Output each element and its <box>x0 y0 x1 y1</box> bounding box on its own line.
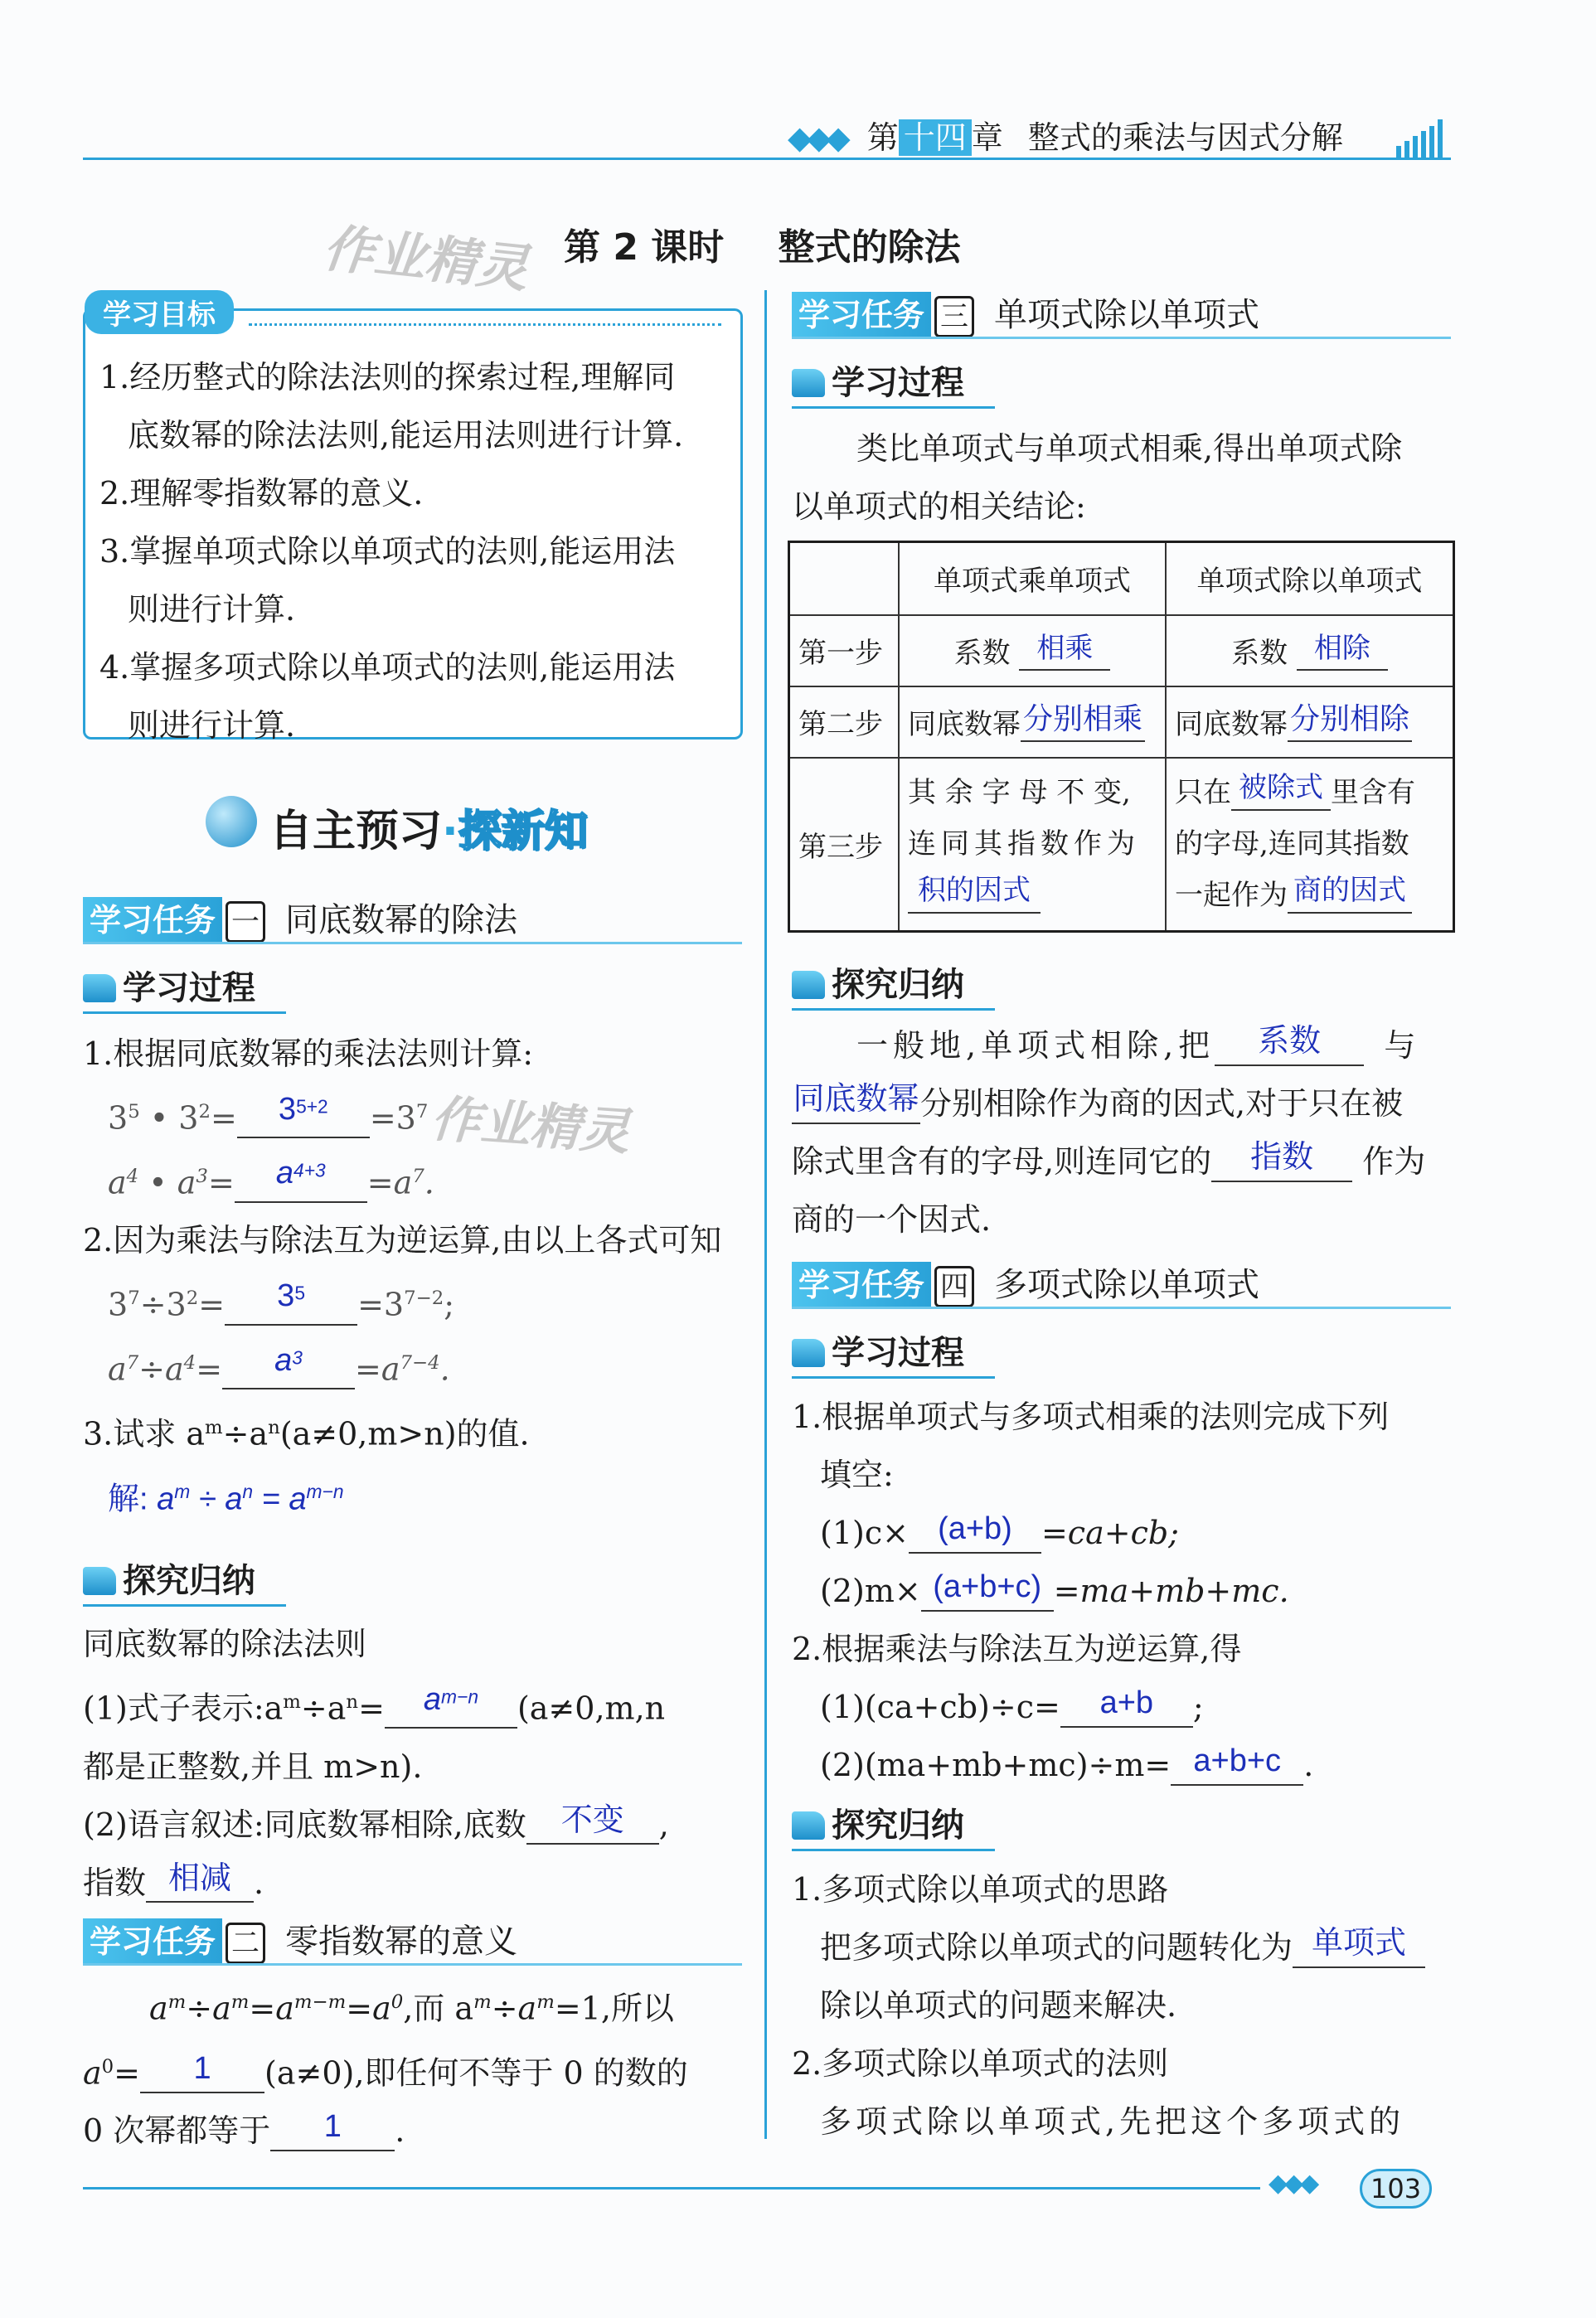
chapter-prefix: 第 <box>866 119 899 156</box>
task4-body <box>792 1388 1389 1794</box>
task1-process-heading: 学习过程 <box>83 962 255 1009</box>
task4-sum-1-cont: 把多项式除以单项式的问题转化为 单项式 <box>792 1918 1425 1976</box>
goal-4-line-2: 则进行计算. <box>128 707 296 744</box>
task3-summary-rule <box>792 1008 995 1011</box>
task2-num: 二 <box>226 1923 265 1964</box>
task1-rule <box>83 942 742 944</box>
task1-q1a: $3^5$ • $3^2= 3^{5+2} =3^7$ <box>83 1083 721 1147</box>
task3-title: 单项式除以单项式 <box>994 296 1260 334</box>
learning-goals-tag: 学习目标 <box>85 290 234 334</box>
book-stack-icon <box>83 1567 116 1595</box>
task1-summary-heading: 探究归纳 <box>83 1554 255 1602</box>
task1-heading <box>83 894 517 943</box>
answer-blank: 相减 <box>146 1867 254 1903</box>
task4-q2: 2.根据乘法与除法互为逆运算,得 <box>792 1631 1242 1667</box>
watermark-logo: 作业精灵 <box>320 217 531 299</box>
lesson-topic: 整式的除法 <box>778 226 961 269</box>
answer-blank: $a^{m-n}$ <box>385 1691 517 1729</box>
answer-blank: (a+b+c) <box>921 1575 1054 1612</box>
task3-num: 三 <box>934 296 974 337</box>
answer-blank: 系数 <box>1215 1030 1364 1066</box>
preview-right: 探新知 <box>458 807 588 856</box>
task1-q2: 2.因为乘法与除法互为逆运算,由以上各式可知 <box>83 1222 722 1259</box>
table-header-multiply: 单项式乘单项式 <box>899 542 1166 615</box>
task1-q1b: $a^4$ • $a^3= a^{4+3} =a^7$. <box>83 1147 721 1212</box>
goals-dotted-rule <box>249 323 721 326</box>
globe-icon <box>206 796 257 847</box>
table-row-label: 第一步 <box>789 615 900 686</box>
task4-heading <box>792 1258 1259 1308</box>
answer-blank: 不变 <box>526 1809 659 1845</box>
task1-process-rule <box>83 1011 286 1014</box>
answer-blank: $a^3$ <box>222 1352 355 1389</box>
task4-sum-1-end: 除以单项式的问题来解决. <box>820 1987 1177 2024</box>
task1-title: 同底数幂的除法 <box>285 901 518 939</box>
task4-q1b: (2)m× (a+b+c) =ma+mb+mc. <box>792 1562 1389 1620</box>
goal-4-line-1: 4.掌握多项式除以单项式的法则,能运用法 <box>99 649 676 686</box>
chapter-header <box>788 112 1343 158</box>
table-cell: 只在 被除式 里含有 的字母,连同其指数 一起作为 商的因式 <box>1166 758 1454 932</box>
task3-tag: 学习任务 <box>792 292 931 338</box>
rule-title: 同底数幂的除法法则 <box>83 1626 367 1662</box>
task1-q3: 3.试求 $a^m\div a^n(a\ne 0,m>n)$的值. <box>83 1415 530 1452</box>
preview-dot: · <box>442 807 458 856</box>
task4-process-heading: 学习过程 <box>792 1326 964 1374</box>
lesson-number: 第 2 课时 <box>564 226 725 269</box>
table-cell: 同底数幂分别相除 <box>1166 686 1454 758</box>
task4-title: 多项式除以单项式 <box>994 1266 1260 1304</box>
lesson-title <box>564 217 961 270</box>
task4-q2a: (1)(ca+cb)÷c= a+b ; <box>792 1678 1389 1736</box>
preview-banner <box>269 796 588 858</box>
page-number: 103 <box>1360 2169 1432 2209</box>
goal-1-line-1: 1.经历整式的除法法则的探索过程,理解同 <box>99 359 676 395</box>
footer-arrows-icon: ◆◆◆ <box>1269 2169 1317 2198</box>
goal-list <box>99 348 683 754</box>
task2-body <box>83 1973 688 2160</box>
answer-blank: 指数 <box>1211 1146 1352 1182</box>
table-row-label: 第三步 <box>789 758 900 932</box>
task4-q1-cont: 填空: <box>820 1457 894 1493</box>
chapter-title: 整式的乘法与因式分解 <box>1027 119 1343 156</box>
rule-2-cont: 指数 相减 . <box>83 1854 669 1912</box>
table-cell: 同底数幂分别相乘 <box>899 686 1166 758</box>
book-stack-icon <box>83 974 116 1002</box>
goal-3-line-2: 则进行计算. <box>128 591 296 628</box>
answer-blank: 1 <box>140 2057 264 2093</box>
chapter-number: 十四 <box>899 119 972 156</box>
book-stack-icon <box>792 369 825 397</box>
task1-q2a: $3^7\div 3^2= 3^5 =3^{7-2}$; <box>83 1269 721 1334</box>
task4-sum-2: 2.多项式除以单项式的法则 <box>792 2045 1169 2082</box>
task1-solution: 解: $a^m \div a^n = a^{m-n}$ <box>108 1481 344 1517</box>
answer-blank: $a^{4+3}$ <box>235 1166 367 1203</box>
task2-title: 零指数幂的意义 <box>285 1923 518 1961</box>
task3-sum-4: 商的一个因式. <box>792 1201 992 1238</box>
task4-num: 四 <box>934 1266 974 1307</box>
task3-summary-body <box>792 1016 1425 1249</box>
task4-process-rule <box>792 1376 995 1379</box>
task3-sum-2: 同底数幂分别相除作为商的因式,对于只在被 <box>792 1074 1425 1132</box>
task3-sum-3: 除式里含有的字母,则连同它的 指数 作为 <box>792 1132 1425 1191</box>
column-divider <box>764 290 767 2139</box>
task2-line-3: 0 次幂都等于 1 . <box>83 2102 688 2160</box>
arrow-decoration-icon: ◆◆◆ <box>788 119 846 156</box>
chapter-suffix: 章 <box>971 119 1003 156</box>
task3-heading <box>792 289 1259 338</box>
task2-line-1: $a^m\div a^m=a^{m-m}=a^0$,而 $a^m\div a^m=1$,所以 <box>149 1990 674 2027</box>
table-corner <box>789 542 900 615</box>
task3-intro <box>792 419 1402 536</box>
task1-q2b: $a^7\div a^4= a^3 =a^{7-4}$. <box>83 1334 721 1399</box>
table-cell: 其 余 字 母 不 变, 连同其指数作为 积的因式 <box>899 758 1166 932</box>
comparison-table <box>788 541 1455 933</box>
answer-blank: $3^5$ <box>225 1288 357 1325</box>
task2-rule <box>83 1963 742 1966</box>
answer-blank: 1 <box>270 2115 395 2151</box>
task4-sum-2-cont: 多项式除以单项式,先把这个多项式的 <box>820 2103 1405 2140</box>
task4-summary-heading: 探究归纳 <box>792 1799 964 1846</box>
book-stack-icon <box>792 1339 825 1367</box>
task4-summary-rule <box>792 1849 995 1851</box>
signal-bars-icon <box>1393 116 1451 159</box>
task2-tag: 学习任务 <box>83 1918 222 1965</box>
goal-2: 2.理解零指数幂的意义. <box>99 475 424 512</box>
task3-intro-1: 类比单项式与单项式相乘,得出单项式除 <box>856 430 1403 467</box>
answer-blank: $3^{5+2}$ <box>237 1101 370 1138</box>
rule-1-cont: 都是正整数,并且 m>n). <box>83 1748 423 1785</box>
task3-process-heading: 学习过程 <box>792 356 964 404</box>
task4-tag: 学习任务 <box>792 1262 931 1308</box>
task2-line-2: $a^0= 1$ (a≠0),即任何不等于 0 的数的 <box>83 2038 688 2102</box>
task1-tag: 学习任务 <box>83 897 222 943</box>
task1-summary-rule <box>83 1604 286 1607</box>
watermark-logo-2: 作业精灵 <box>429 1089 632 1162</box>
task2-heading <box>83 1915 517 1965</box>
task3-process-rule <box>792 406 995 409</box>
table-cell: 系数 相除 <box>1166 615 1454 686</box>
task4-q1: 1.根据单项式与多项式相乘的法则完成下列 <box>792 1399 1390 1435</box>
book-stack-icon <box>792 1811 825 1840</box>
answer-blank: a+b <box>1060 1691 1193 1728</box>
task3-summary-heading: 探究归纳 <box>792 958 964 1006</box>
task4-sum-1: 1.多项式除以单项式的思路 <box>792 1871 1169 1908</box>
answer-blank: 同底数幂 <box>792 1088 920 1124</box>
table-cell: 系数 相乘 <box>899 615 1166 686</box>
header-rule <box>83 158 1451 160</box>
task4-summary-body <box>792 1860 1425 2151</box>
task1-q1: 1.根据同底数幂的乘法法则计算: <box>83 1035 534 1072</box>
footer-rule <box>83 2187 1260 2189</box>
answer-blank: 单项式 <box>1293 1932 1425 1968</box>
table-row-label: 第二步 <box>789 686 900 758</box>
rule-1: (1)式子表示$:a^m\div a^n= a^{m-n}$ (a≠0,m,n <box>83 1673 669 1738</box>
task4-q1a: (1)c× (a+b) =ca+cb; <box>792 1504 1389 1562</box>
task3-rule <box>792 337 1451 339</box>
task1-num: 一 <box>226 901 265 943</box>
table-header-divide: 单项式除以单项式 <box>1166 542 1454 615</box>
preview-left: 自主预习 <box>269 807 443 856</box>
task1-rules <box>83 1615 669 1912</box>
goal-3-line-1: 3.掌握单项式除以单项式的法则,能运用法 <box>99 533 676 570</box>
answer-blank: (a+b) <box>909 1517 1041 1554</box>
task4-q2b: (2)(ma+mb+mc)÷m= a+b+c . <box>792 1736 1389 1794</box>
book-stack-icon <box>792 971 825 999</box>
task3-sum-1: 一般地,单项式相除,把 系数 与 <box>792 1016 1425 1074</box>
rule-2: (2)语言叙述:同底数幂相除,底数 不变 , <box>83 1796 669 1854</box>
answer-blank: a+b+c <box>1171 1749 1303 1786</box>
goal-1-line-2: 底数幂的除法法则,能运用法则进行计算. <box>128 417 684 453</box>
task3-intro-2: 以单项式的相关结论: <box>792 488 1086 525</box>
task4-rule <box>792 1307 1451 1309</box>
